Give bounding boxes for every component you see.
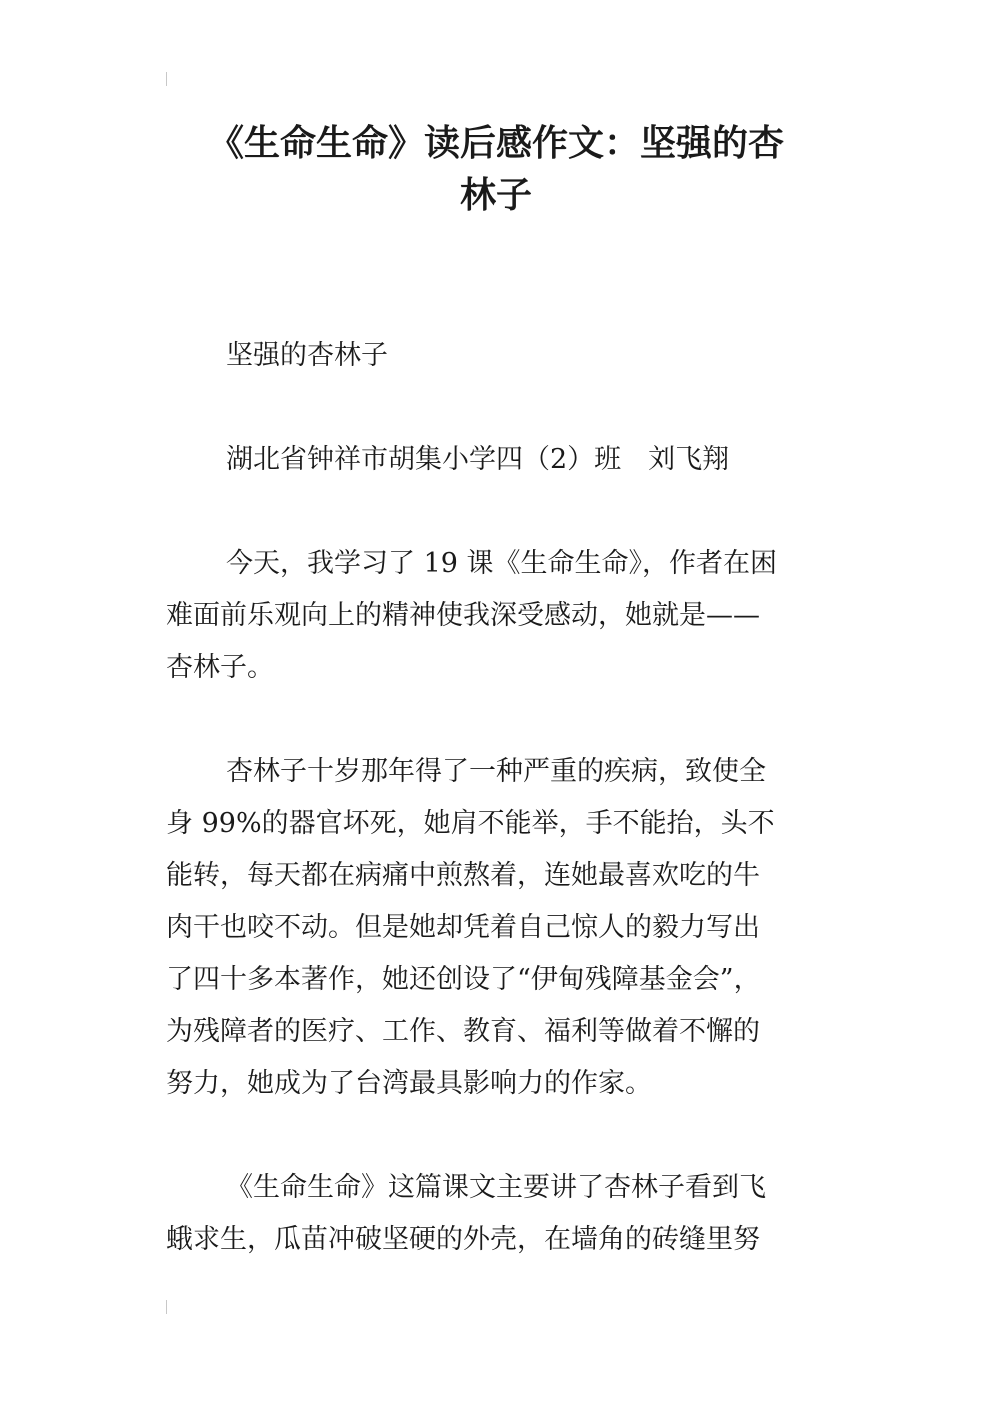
paragraph-line: 杏林子。: [166, 652, 274, 683]
paragraph-1: [166, 538, 828, 694]
paragraph-line: 为残障者的医疗、工作、教育、福利等做着不懈的: [166, 1016, 760, 1047]
paragraph-line: 能转，每天都在病痛中煎熬着，连她最喜欢吃的牛: [166, 860, 760, 891]
paragraph-3: [166, 1162, 828, 1266]
page-corner-mark: [166, 1300, 167, 1314]
paragraph-line: 了四十多本著作，她还创设了“伊甸残障基金会”，: [166, 964, 761, 995]
paragraph-line: 努力，她成为了台湾最具影响力的作家。: [166, 1068, 652, 1099]
document-title: [166, 118, 826, 222]
title-line-2: 林子: [459, 175, 532, 216]
paragraph-line: 肉干也咬不动。但是她却凭着自己惊人的毅力写出: [166, 912, 760, 943]
paragraph-line: 身 99%的器官坏死，她肩不能举，手不能抬，头不: [166, 808, 775, 839]
essay-subtitle: 坚强的杏林子: [226, 340, 388, 371]
paragraph-2: [166, 746, 828, 1110]
paragraph-line: 今天，我学习了 19 课《生命生命》，作者在困: [226, 548, 778, 579]
author-line: 湖北省钟祥市胡集小学四（2）班 刘飞翔: [226, 444, 730, 475]
title-line-1: 《生命生命》读后感作文：坚强的杏: [207, 123, 784, 164]
paragraph-line: 蛾求生，瓜苗冲破坚硬的外壳，在墙角的砖缝里努: [166, 1224, 760, 1255]
paragraph-line: 《生命生命》这篇课文主要讲了杏林子看到飞: [226, 1172, 766, 1203]
paragraph-line: 难面前乐观向上的精神使我深受感动，她就是——: [166, 600, 760, 631]
document-body: [166, 330, 828, 1318]
page-corner-mark: [166, 72, 167, 86]
paragraph-line: 杏林子十岁那年得了一种严重的疾病，致使全: [226, 756, 766, 787]
